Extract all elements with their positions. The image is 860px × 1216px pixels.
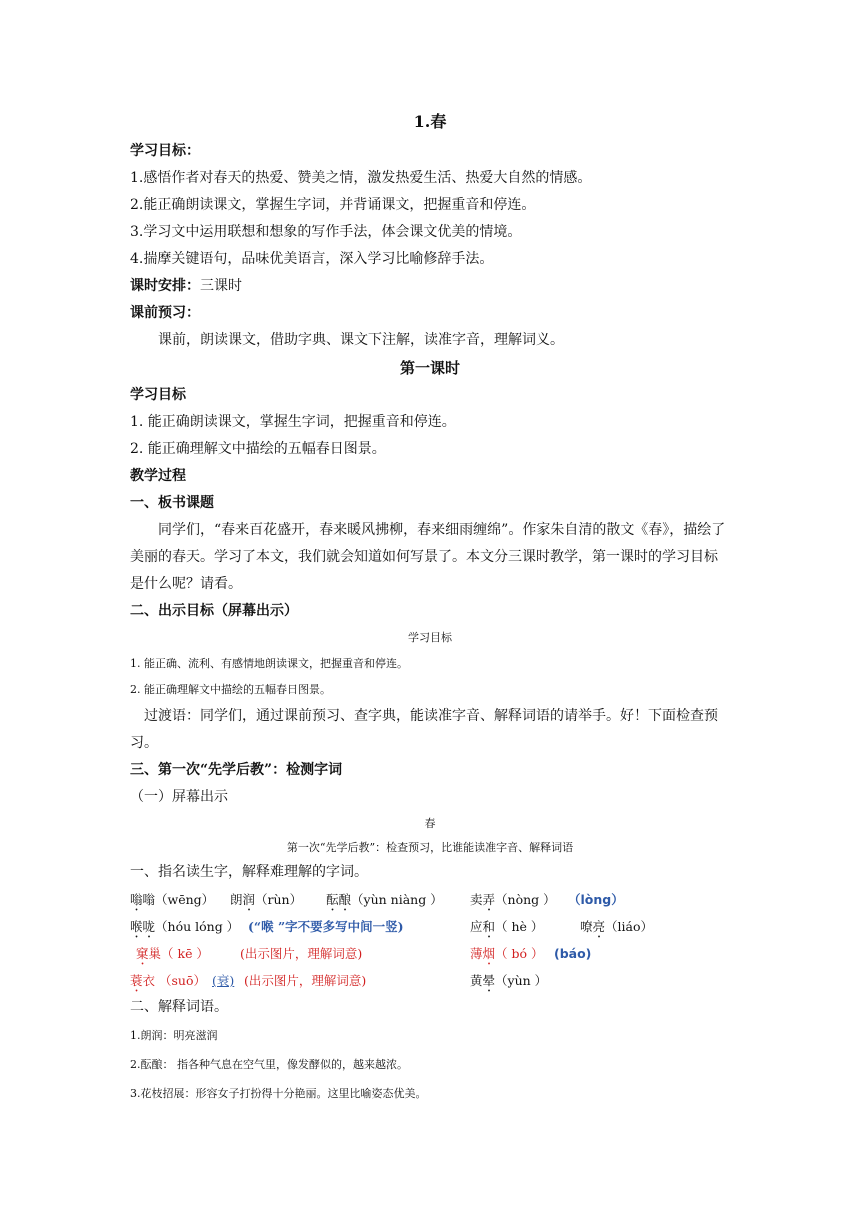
sub1-heading: （一）屏幕出示 [130,789,228,805]
vocab-boyan: 薄烟（ bó ） [470,946,544,961]
vocab-suoyi-correction: (衰) [212,973,235,988]
vocab-yunniang: 酝酿（yùn niàng ） [326,892,443,907]
definition-item: 2.酝酿： 指各种气息在空气里，像发酵似的，越来越浓。 [130,1058,408,1071]
section1-heading: 一、板书课题 [130,495,214,511]
lesson1-title: 第一课时 [399,359,460,377]
lesson1-goals-heading: 学习目标 [130,387,186,403]
vocab-yinghe: 应和（ hè ） [470,919,544,934]
preview-heading: 课前预习： [130,305,200,321]
document-page [130,108,730,1108]
vocab-row [130,913,730,940]
vocab-row [130,967,730,994]
vocab-liaoliang: 嘹亮（liáo） [580,919,654,934]
section1-paragraph: 同学们，“春来百花盛开，春来暖风拂柳，春来细雨缠绵”。作家朱自清的散文《春》，描绘了美丽的春天。学习了本文，我们就会知道如何写景了。本文分三课时教学，第一课时的学习目标是什么呢？请看。 [130,522,726,592]
task1-heading: 一、指名读生字，解释难理解的字词。 [130,864,368,880]
screen1-item: 2. 能正确理解文中描绘的五幅春日图景。 [130,683,331,696]
goal-item: 2.能正确朗读课文，掌握生字词，并背诵课文，把握重音和停连。 [130,197,536,213]
vocab-kechao-note: (出示图片，理解词意) [240,946,363,961]
schedule-value: 三课时 [200,278,242,294]
screen2-title: 春 [424,817,436,830]
screen1-title: 学习目标 [408,631,452,644]
vocab-wengweng: 嗡嗡（wēng） [130,892,215,907]
vocab-row [130,886,730,913]
task2-heading: 二、解释词语。 [130,999,228,1015]
transition-text: 过渡语：同学们，通过课前预习、查字典，能读准字音、解释词语的请举手。好！下面检查预习。 [130,708,718,751]
vocab-row [130,940,730,967]
screen1-item: 1. 能正确、流利、有感情地朗读课文，把握重音和停连。 [130,657,408,670]
goal-item: 1.感悟作者对春天的热爱、赞美之情，激发热爱生活、热爱大自然的情感。 [130,170,592,186]
goal-item: 4.揣摩关键语句，品味优美语言，深入学习比喻修辞手法。 [130,251,494,267]
screen2-subtitle: 第一次“先学后教”：检查预习，比谁能读准字音、解释词语 [286,841,574,854]
preview-text: 课前，朗读课文，借助字典、课文下注解，读准字音，理解词义。 [158,332,564,348]
goal-item: 3.学习文中运用联想和想象的写作手法，体会课文优美的情境。 [130,224,522,240]
process-heading: 教学过程 [130,468,186,484]
schedule-line [130,273,730,300]
goals-heading: 学习目标： [130,143,200,159]
vocab-huangyun: 黄晕（yùn ） [470,973,548,988]
vocab-langrun: 朗润（rùn） [230,892,303,907]
lesson1-goal-item: 1. 能正确朗读课文，掌握生字词，把握重音和停连。 [130,414,456,430]
vocab-houlong: 喉咙（hóu lóng ） [130,919,240,934]
vocab-suoyi-note: (出示图片，理解词意) [244,973,367,988]
definition-item: 1.朗润：明亮滋润 [130,1029,218,1042]
vocab-houlong-note: (“喉 ”字不要多写中间一竖) [248,919,404,934]
document-title: 1.春 [413,112,447,131]
vocab-suoyi: 蓑衣 （suō） [130,973,206,988]
vocab-boyan-correction: (báo) [554,946,592,961]
definition-item: 3.花枝招展：形容女子打扮得十分艳丽。这里比喻姿态优美。 [130,1087,427,1100]
section2-heading: 二、出示目标（屏幕出示） [130,603,298,619]
lesson1-goal-item: 2. 能正确理解文中描绘的五幅春日图景。 [130,441,386,457]
vocab-mainong: 卖弄（nòng ） [470,892,556,907]
vocab-mainong-correction: （lòng） [568,892,624,907]
section3-heading: 三、第一次“先学后教”：检测字词 [130,762,343,778]
vocab-kechao: 窠巢（ kē ） [136,946,209,961]
schedule-label: 课时安排： [130,278,200,294]
